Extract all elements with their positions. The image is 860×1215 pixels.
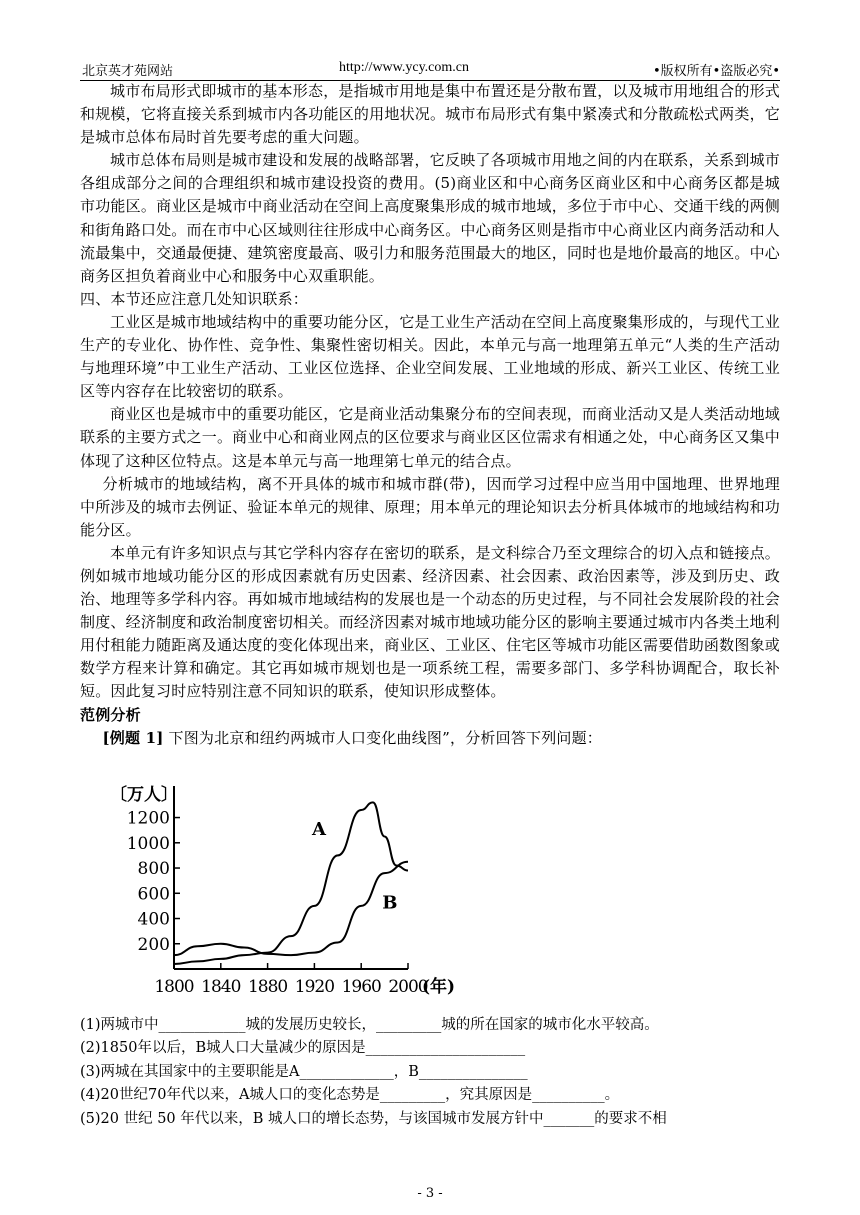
series-line-b xyxy=(174,862,408,955)
x-axis-label: (年) xyxy=(422,977,456,997)
paragraph-interdisciplinary: 本单元有许多知识点与其它学科内容存在密切的联系，是文科综合乃至文理综合的切入点和链接点。例如城市地域功能分区的形成因素就有历史因素、经济因素、社会因素、政治因素等，涉及到历史、政治、地理等多学科内容。再如城市地域结构的发展也是一个动态的历史过程，与不同社会发展阶段的社会制度、经济制度和政治制度密切相关。而经济因素对城市地域功能分区的影响主要通过城市内各类土地利用付租能力随距离及通达度的变化体现出来，商业区、工业区、住宅区等城市功能区需要借助函数图象或数学方程来计算和确定。其它再如城市规划也是一项系统工程，需要多部门、多学科协调配合，取长补短。因此复习时应特别注意不同知识的联系，使知识形成整体。 xyxy=(80,543,780,701)
page-number: - 3 - xyxy=(417,1186,443,1201)
question-4: (4)20世纪70年代以来，A城人口的变化态势是_________，究其原因是__________。 xyxy=(80,1087,620,1104)
series-label-a: A xyxy=(312,819,327,841)
y-tick-label: 1000 xyxy=(126,833,170,854)
y-tick-label: 600 xyxy=(137,884,170,905)
section-title: 范例分析 xyxy=(80,705,141,724)
series-label-b: B xyxy=(382,892,398,914)
header-site-name: 北京英才苑网站 xyxy=(82,64,174,79)
question-list xyxy=(80,1014,780,1131)
example-prompt xyxy=(80,727,780,750)
question-3: (3)两城在其国家中的主要职能是A_____________，B_______________ xyxy=(80,1063,528,1080)
paragraph-layout-forms: 城市布局形式即城市的基本形态，是指城市用地是集中布置还是分散布置，以及城市用地组合的形式和规模，它将直接关系到城市内各功能区的用地状况。城市布局形式有集中紧凑式和分散疏松式两类，它是城市总体布局时首先要考虑的重大问题。 xyxy=(80,82,780,147)
x-tick-label: 1920 xyxy=(294,977,335,997)
page-header xyxy=(80,58,780,81)
x-tick-label: 1800 xyxy=(154,977,194,997)
x-tick-label: 1880 xyxy=(247,977,288,997)
x-tick-label: 1960 xyxy=(341,977,381,997)
y-tick-label: 400 xyxy=(137,909,170,930)
header-copyright: •版权所有•盗版必究• xyxy=(652,64,780,79)
question-2: (2)1850年以后，B城人口大量减少的原因是______________________ xyxy=(80,1040,526,1057)
body-text xyxy=(80,80,780,750)
population-chart xyxy=(108,782,498,997)
y-tick-label: 800 xyxy=(137,859,170,880)
x-tick-label: 2000 xyxy=(388,977,428,997)
y-tick-label: 1200 xyxy=(126,808,170,829)
section-four-heading: 四、本节还应注意几处知识联系： xyxy=(80,289,309,308)
header-url[interactable]: http://www.ycy.com.cn xyxy=(339,60,469,75)
y-tick-label: 200 xyxy=(137,934,170,955)
paragraph-commercial-zone: 商业区也是城市中的重要功能区，它是商业活动集聚分布的空间表现，而商业活动又是人类活动地域联系的主要方式之一。商业中心和商业网点的区位要求与商业区区位需求有相通之处，中心商务区又集中体现了这种区位特点。这是本单元与高一地理第七单元的结合点。 xyxy=(80,405,780,470)
paragraph-overall-layout: 城市总体布局则是城市建设和发展的战略部署，它反映了各项城市用地之间的内在联系，关系到城市各组成部分之间的合理组织和城市建设投资的费用。(5)商业区和中心商务区商业区和中心商务区都是城市功能区。商业区是城市中商业活动在空间上高度聚集形成的城市地域，多位于市中心、交通干线的两侧和街角路口处。而在市中心区域则往往形成中心商务区。中心商务区则是指市中心商业区内商务活动和人流最集中，交通最便捷、建筑密度最高、吸引力和服务范围最大的地区，同时也是地价最高的地区。中心商务区担负着商业中心和服务中心双重职能。 xyxy=(80,151,780,285)
x-tick-label: 1840 xyxy=(201,977,241,997)
example-text: 下图为北京和纽约两城市人口变化曲线图”，分析回答下列问题： xyxy=(168,728,603,747)
population-chart-svg xyxy=(108,782,498,997)
question-1: (1)两城市中____________城的发展历史较长，_________城的所在国家的城市化水平较高。 xyxy=(80,1017,659,1033)
y-axis-label: 〔万人〕 xyxy=(110,785,178,805)
paragraph-city-analysis: 分析城市的地域结构，离不开具体的城市和城市群(带)，因而学习过程中应当用中国地理、世界地理中所涉及的城市去例证、验证本单元的规律、原理；用本单元的理论知识去分析具体城市的地域结构和功能分区。 xyxy=(80,474,780,539)
example-label: [例题 1] xyxy=(102,728,164,747)
question-5: (5)20 世纪 50 年代以来，B 城人口的增长态势，与该国城市发展方针中_______的要求不相 xyxy=(80,1110,667,1127)
series-line-a xyxy=(174,802,408,964)
paragraph-industrial-zone: 工业区是城市地域结构中的重要功能分区，它是工业生产活动在空间上高度聚集形成的，与现代工业生产的专业化、协作性、竞争性、集聚性密切相关。因此，本单元与高一地理第五单元“人类的生产活动与地理环境”中工业生产活动、工业区位选择、企业空间发展、工业地域的形成、新兴工业区、传统工业区等内容存在比较密切的联系。 xyxy=(80,312,780,401)
